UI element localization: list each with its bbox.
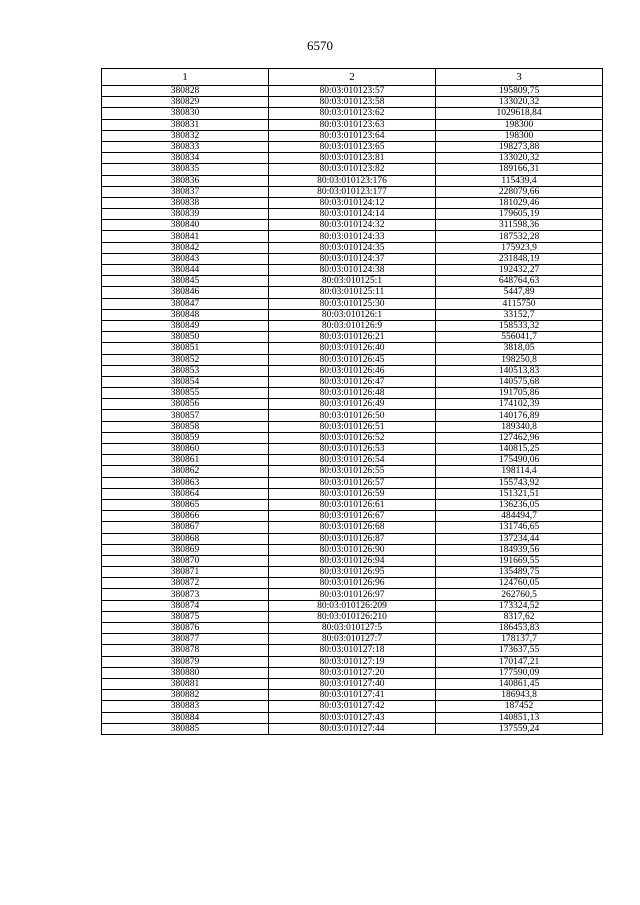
cell-cadastral-number: 80:03:010123:177 [269, 186, 436, 197]
cell-cadastral-number: 80:03:010126:97 [269, 589, 436, 600]
cell-value: 136236,05 [436, 499, 603, 510]
table-row [102, 533, 603, 544]
cell-row-number: 380878 [102, 645, 269, 656]
cell-cadastral-number: 80:03:010123:62 [269, 108, 436, 119]
cell-row-number: 380879 [102, 656, 269, 667]
cell-cadastral-number: 80:03:010126:47 [269, 376, 436, 387]
table-row [102, 265, 603, 276]
cell-value: 175923,9 [436, 242, 603, 253]
table-row [102, 421, 603, 432]
cell-row-number: 380883 [102, 701, 269, 712]
cell-row-number: 380844 [102, 265, 269, 276]
cell-value: 231848,19 [436, 253, 603, 264]
cell-cadastral-number: 80:03:010124:35 [269, 242, 436, 253]
cell-cadastral-number: 80:03:010127:5 [269, 623, 436, 634]
cell-cadastral-number: 80:03:010127:41 [269, 690, 436, 701]
cell-cadastral-number: 80:03:010123:63 [269, 119, 436, 130]
table-row [102, 466, 603, 477]
cell-row-number: 380857 [102, 410, 269, 421]
cell-value: 177590,09 [436, 667, 603, 678]
cell-value: 140861,45 [436, 678, 603, 689]
cell-cadastral-number: 80:03:010126:68 [269, 522, 436, 533]
cell-value: 124760,05 [436, 578, 603, 589]
cell-row-number: 380856 [102, 399, 269, 410]
table-row [102, 220, 603, 231]
table-row [102, 544, 603, 555]
cell-value: 187532,28 [436, 231, 603, 242]
cell-value: 170147,21 [436, 656, 603, 667]
cell-row-number: 380831 [102, 119, 269, 130]
cell-row-number: 380885 [102, 723, 269, 734]
cell-cadastral-number: 80:03:010124:37 [269, 253, 436, 264]
cell-row-number: 380849 [102, 320, 269, 331]
cell-value: 262760,5 [436, 589, 603, 600]
cell-cadastral-number: 80:03:010127:44 [269, 723, 436, 734]
cell-cadastral-number: 80:03:010123:58 [269, 97, 436, 108]
table-row [102, 242, 603, 253]
cell-row-number: 380865 [102, 499, 269, 510]
cell-value: 198273,88 [436, 141, 603, 152]
cell-row-number: 380833 [102, 141, 269, 152]
cell-row-number: 380838 [102, 197, 269, 208]
table-row [102, 231, 603, 242]
cell-row-number: 380846 [102, 287, 269, 298]
cell-row-number: 380872 [102, 578, 269, 589]
cell-value: 198250,8 [436, 354, 603, 365]
table-row [102, 298, 603, 309]
cell-cadastral-number: 80:03:010123:64 [269, 130, 436, 141]
cell-cadastral-number: 80:03:010127:18 [269, 645, 436, 656]
cell-row-number: 380851 [102, 343, 269, 354]
table-row [102, 678, 603, 689]
cell-cadastral-number: 80:03:010127:42 [269, 701, 436, 712]
cell-value: 158533,32 [436, 320, 603, 331]
cell-row-number: 380866 [102, 511, 269, 522]
data-table [101, 68, 603, 735]
cell-cadastral-number: 80:03:010126:49 [269, 399, 436, 410]
table-row [102, 175, 603, 186]
cell-row-number: 380859 [102, 432, 269, 443]
cell-cadastral-number: 80:03:010126:55 [269, 466, 436, 477]
cell-row-number: 380829 [102, 97, 269, 108]
table-row [102, 611, 603, 622]
cell-row-number: 380870 [102, 555, 269, 566]
cell-value: 191669,55 [436, 555, 603, 566]
table-row [102, 690, 603, 701]
cell-cadastral-number: 80:03:010127:20 [269, 667, 436, 678]
table-row [102, 119, 603, 130]
table-row [102, 499, 603, 510]
cell-value: 137234,44 [436, 533, 603, 544]
cell-cadastral-number: 80:03:010126:54 [269, 455, 436, 466]
cell-cadastral-number: 80:03:010126:40 [269, 343, 436, 354]
table-row [102, 723, 603, 734]
table-row [102, 455, 603, 466]
cell-row-number: 380835 [102, 164, 269, 175]
table-row [102, 410, 603, 421]
cell-value: 173637,55 [436, 645, 603, 656]
table-row [102, 567, 603, 578]
table-row [102, 287, 603, 298]
table-row [102, 320, 603, 331]
cell-value: 133020,32 [436, 97, 603, 108]
cell-value: 133020,32 [436, 153, 603, 164]
cell-value: 140851,13 [436, 712, 603, 723]
cell-value: 191705,86 [436, 388, 603, 399]
cell-cadastral-number: 80:03:010123:81 [269, 153, 436, 164]
cell-cadastral-number: 80:03:010126:46 [269, 365, 436, 376]
cell-cadastral-number: 80:03:010123:82 [269, 164, 436, 175]
column-header-3: 3 [436, 69, 603, 86]
cell-cadastral-number: 80:03:010127:40 [269, 678, 436, 689]
cell-row-number: 380832 [102, 130, 269, 141]
cell-value: 151321,51 [436, 488, 603, 499]
cell-value: 140176,89 [436, 410, 603, 421]
cell-row-number: 380855 [102, 388, 269, 399]
table-row [102, 656, 603, 667]
table-row [102, 376, 603, 387]
table-header-row [102, 69, 603, 86]
cell-row-number: 380868 [102, 533, 269, 544]
cell-cadastral-number: 80:03:010126:50 [269, 410, 436, 421]
cell-row-number: 380881 [102, 678, 269, 689]
table-row [102, 86, 603, 97]
cell-value: 179605,19 [436, 209, 603, 220]
cell-cadastral-number: 80:03:010126:87 [269, 533, 436, 544]
cell-row-number: 380867 [102, 522, 269, 533]
cell-value: 189166,31 [436, 164, 603, 175]
cell-value: 33152,7 [436, 309, 603, 320]
table-row [102, 522, 603, 533]
cell-row-number: 380834 [102, 153, 269, 164]
cell-row-number: 380873 [102, 589, 269, 600]
cell-cadastral-number: 80:03:010126:21 [269, 332, 436, 343]
cell-row-number: 380877 [102, 634, 269, 645]
cell-row-number: 380858 [102, 421, 269, 432]
table-row [102, 712, 603, 723]
table-row [102, 634, 603, 645]
table-row [102, 130, 603, 141]
cell-value: 3818,05 [436, 343, 603, 354]
cell-value: 5447,89 [436, 287, 603, 298]
table-row [102, 701, 603, 712]
table-row [102, 623, 603, 634]
cell-cadastral-number: 80:03:010126:45 [269, 354, 436, 365]
table-row [102, 667, 603, 678]
page-number: 6570 [307, 38, 333, 53]
cell-value: 174102,39 [436, 399, 603, 410]
table-row [102, 253, 603, 264]
cell-row-number: 380871 [102, 567, 269, 578]
cell-value: 187452 [436, 701, 603, 712]
table-row [102, 511, 603, 522]
cell-cadastral-number: 80:03:010124:38 [269, 265, 436, 276]
cell-row-number: 380861 [102, 455, 269, 466]
cell-cadastral-number: 80:03:010124:33 [269, 231, 436, 242]
cell-cadastral-number: 80:03:010125:1 [269, 276, 436, 287]
table-row [102, 164, 603, 175]
table-row [102, 432, 603, 443]
cell-row-number: 380828 [102, 86, 269, 97]
cell-row-number: 380869 [102, 544, 269, 555]
cell-value: 8317,62 [436, 611, 603, 622]
cell-row-number: 380843 [102, 253, 269, 264]
cell-cadastral-number: 80:03:010126:9 [269, 320, 436, 331]
table-row [102, 477, 603, 488]
table-row [102, 197, 603, 208]
cell-row-number: 380848 [102, 309, 269, 320]
cell-cadastral-number: 80:03:010126:210 [269, 611, 436, 622]
cell-row-number: 380860 [102, 444, 269, 455]
cell-cadastral-number: 80:03:010127:7 [269, 634, 436, 645]
cell-cadastral-number: 80:03:010126:96 [269, 578, 436, 589]
cell-value: 155743,92 [436, 477, 603, 488]
cell-row-number: 380841 [102, 231, 269, 242]
cell-row-number: 380836 [102, 175, 269, 186]
column-header-1: 1 [102, 69, 269, 86]
cell-row-number: 380854 [102, 376, 269, 387]
table-row [102, 209, 603, 220]
cell-cadastral-number: 80:03:010126:48 [269, 388, 436, 399]
cell-value: 198300 [436, 130, 603, 141]
cell-row-number: 380875 [102, 611, 269, 622]
table-row [102, 645, 603, 656]
column-header-2: 2 [269, 69, 436, 86]
cell-cadastral-number: 80:03:010124:32 [269, 220, 436, 231]
cell-value: 189340,8 [436, 421, 603, 432]
cell-row-number: 380880 [102, 667, 269, 678]
table-row [102, 186, 603, 197]
cell-row-number: 380850 [102, 332, 269, 343]
table-row [102, 578, 603, 589]
table-row [102, 343, 603, 354]
cell-value: 178137,7 [436, 634, 603, 645]
table-row [102, 555, 603, 566]
cell-value: 198114,4 [436, 466, 603, 477]
cell-row-number: 380853 [102, 365, 269, 376]
cell-row-number: 380882 [102, 690, 269, 701]
cell-value: 186453,83 [436, 623, 603, 634]
cell-row-number: 380862 [102, 466, 269, 477]
cell-row-number: 380830 [102, 108, 269, 119]
cell-row-number: 380842 [102, 242, 269, 253]
cell-cadastral-number: 80:03:010127:19 [269, 656, 436, 667]
cell-value: 181029,46 [436, 197, 603, 208]
cell-cadastral-number: 80:03:010126:51 [269, 421, 436, 432]
table-row [102, 589, 603, 600]
table-row [102, 399, 603, 410]
table-row [102, 388, 603, 399]
cell-row-number: 380837 [102, 186, 269, 197]
cell-value: 173324,52 [436, 600, 603, 611]
cell-row-number: 380884 [102, 712, 269, 723]
cell-value: 228079,66 [436, 186, 603, 197]
cell-row-number: 380852 [102, 354, 269, 365]
cell-value: 4115750 [436, 298, 603, 309]
cell-cadastral-number: 80:03:010126:209 [269, 600, 436, 611]
cell-cadastral-number: 80:03:010126:95 [269, 567, 436, 578]
cell-cadastral-number: 80:03:010126:52 [269, 432, 436, 443]
cell-cadastral-number: 80:03:010125:30 [269, 298, 436, 309]
cell-value: 137559,24 [436, 723, 603, 734]
cell-cadastral-number: 80:03:010126:53 [269, 444, 436, 455]
cell-value: 140575,68 [436, 376, 603, 387]
cell-value: 556041,7 [436, 332, 603, 343]
cell-cadastral-number: 80:03:010126:67 [269, 511, 436, 522]
cell-cadastral-number: 80:03:010126:94 [269, 555, 436, 566]
cell-row-number: 380864 [102, 488, 269, 499]
cell-cadastral-number: 80:03:010126:1 [269, 309, 436, 320]
table-row [102, 276, 603, 287]
cell-value: 184939,56 [436, 544, 603, 555]
cell-cadastral-number: 80:03:010124:14 [269, 209, 436, 220]
cell-cadastral-number: 80:03:010126:90 [269, 544, 436, 555]
table-row [102, 365, 603, 376]
cell-row-number: 380840 [102, 220, 269, 231]
table-row [102, 141, 603, 152]
cell-row-number: 380845 [102, 276, 269, 287]
table-row [102, 444, 603, 455]
cell-cadastral-number: 80:03:010123:176 [269, 175, 436, 186]
table-row [102, 108, 603, 119]
cell-row-number: 380863 [102, 477, 269, 488]
cell-value: 648764,63 [436, 276, 603, 287]
cell-row-number: 380847 [102, 298, 269, 309]
cell-value: 135489,75 [436, 567, 603, 578]
cell-row-number: 380839 [102, 209, 269, 220]
cell-value: 131746,65 [436, 522, 603, 533]
table-row [102, 153, 603, 164]
table-row [102, 488, 603, 499]
table-row [102, 332, 603, 343]
cell-value: 127462,96 [436, 432, 603, 443]
cell-cadastral-number: 80:03:010123:65 [269, 141, 436, 152]
cell-row-number: 380874 [102, 600, 269, 611]
cell-cadastral-number: 80:03:010126:61 [269, 499, 436, 510]
cell-value: 1029618,84 [436, 108, 603, 119]
cell-cadastral-number: 80:03:010127:43 [269, 712, 436, 723]
cell-value: 140513,83 [436, 365, 603, 376]
cell-row-number: 380876 [102, 623, 269, 634]
table-row [102, 309, 603, 320]
cell-value: 192432,27 [436, 265, 603, 276]
table-row [102, 600, 603, 611]
cell-value: 198300 [436, 119, 603, 130]
cell-value: 311598,36 [436, 220, 603, 231]
cell-value: 115439,4 [436, 175, 603, 186]
table-row [102, 97, 603, 108]
cell-cadastral-number: 80:03:010124:12 [269, 197, 436, 208]
cell-cadastral-number: 80:03:010126:57 [269, 477, 436, 488]
cell-value: 484494,7 [436, 511, 603, 522]
cell-value: 175490,06 [436, 455, 603, 466]
cell-value: 195809,75 [436, 86, 603, 97]
cell-value: 186943,8 [436, 690, 603, 701]
cell-value: 140815,25 [436, 444, 603, 455]
table-body [102, 86, 603, 735]
cell-cadastral-number: 80:03:010126:59 [269, 488, 436, 499]
table-row [102, 354, 603, 365]
cell-cadastral-number: 80:03:010125:11 [269, 287, 436, 298]
cell-cadastral-number: 80:03:010123:57 [269, 86, 436, 97]
